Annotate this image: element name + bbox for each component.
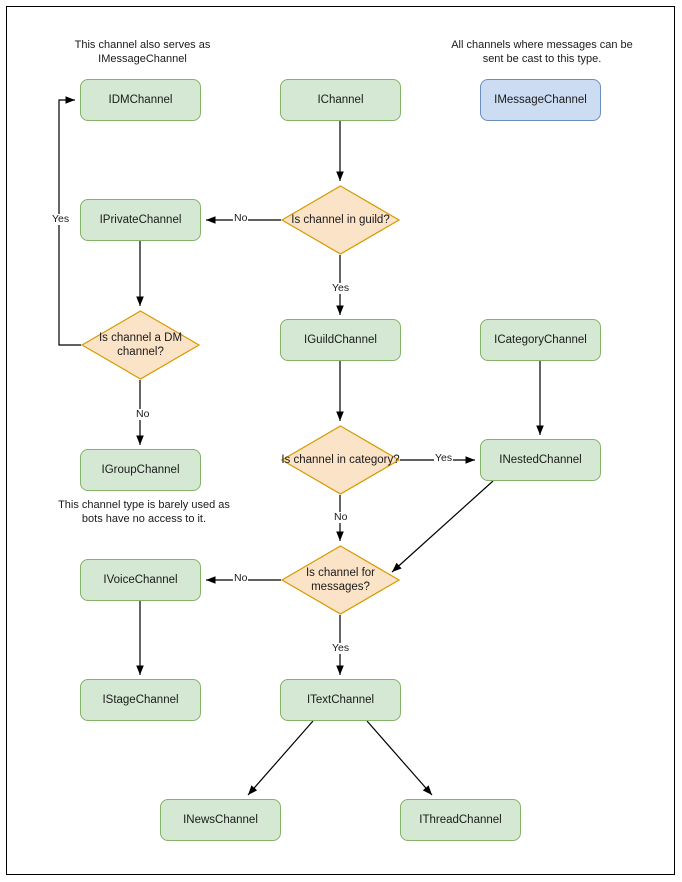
edge-label-no-messages (233, 573, 248, 584)
decision-label: Is channel a DM channel? (98, 331, 183, 358)
note-text: All channels where messages can be sent be cast to this type. (451, 39, 633, 66)
edge-label-text: Yes (52, 213, 70, 225)
node-igroupchannel[interactable] (80, 449, 201, 491)
edge-label-yes-messages (331, 643, 350, 654)
node-ivoicechannel[interactable] (80, 559, 201, 601)
edge-label-yes-category (434, 453, 453, 464)
edge-label-text: Yes (435, 452, 453, 464)
note-group-channel (48, 498, 240, 527)
edge-label-text: No (136, 408, 150, 420)
decision-is-channel-in-category[interactable] (281, 425, 400, 495)
note-text: This channel type is barely used as bots have no access to it. (58, 499, 230, 526)
node-ithreadchannel[interactable] (400, 799, 521, 841)
decision-is-channel-in-guild[interactable] (281, 185, 400, 255)
node-label: IPrivateChannel (99, 213, 182, 226)
note-dm-channel (55, 38, 230, 67)
node-istagechannel[interactable] (80, 679, 201, 721)
node-inestedchannel[interactable] (480, 439, 601, 481)
node-label: IGuildChannel (304, 333, 377, 346)
decision-label: Is channel for messages? (305, 566, 376, 593)
node-label: IChannel (317, 93, 364, 106)
node-label: IDMChannel (108, 93, 173, 106)
note-message-channel (447, 38, 637, 67)
edge-label-yes-guild (331, 283, 350, 294)
node-inewschannel[interactable] (160, 799, 281, 841)
edge-label-text: No (234, 212, 248, 224)
edge-label-text: Yes (332, 642, 350, 654)
node-label: IMessageChannel (494, 93, 587, 106)
node-label: ITextChannel (306, 693, 375, 706)
edge-label-no-guild (233, 213, 248, 224)
node-imessagechannel[interactable] (480, 79, 601, 121)
node-label: IThreadChannel (419, 813, 502, 826)
node-itextchannel[interactable] (280, 679, 401, 721)
node-label: IVoiceChannel (103, 573, 178, 586)
node-ichannel[interactable] (280, 79, 401, 121)
decision-label: Is channel in guild? (291, 213, 390, 226)
node-iprivatechannel[interactable] (80, 199, 201, 241)
decision-label: Is channel in category? (281, 453, 400, 466)
node-label: IStageChannel (102, 693, 179, 706)
edge-label-text: No (334, 511, 348, 523)
edge-label-yes-dm (51, 214, 70, 225)
node-label: INewsChannel (183, 813, 258, 826)
node-iguildchannel[interactable] (280, 319, 401, 361)
decision-is-channel-for-messages[interactable] (281, 545, 400, 615)
edge-label-no-dm (135, 409, 150, 420)
edge-label-text: No (234, 572, 248, 584)
node-icategorychannel[interactable] (480, 319, 601, 361)
node-idmchannel[interactable] (80, 79, 201, 121)
node-label: ICategoryChannel (494, 333, 587, 346)
node-label: IGroupChannel (101, 463, 180, 476)
note-text: This channel also serves as IMessageChannel (74, 39, 211, 66)
node-label: INestedChannel (499, 453, 582, 466)
decision-is-channel-a-dm-channel[interactable] (81, 310, 200, 380)
edge-label-no-category (333, 512, 348, 523)
edge-label-text: Yes (332, 282, 350, 294)
